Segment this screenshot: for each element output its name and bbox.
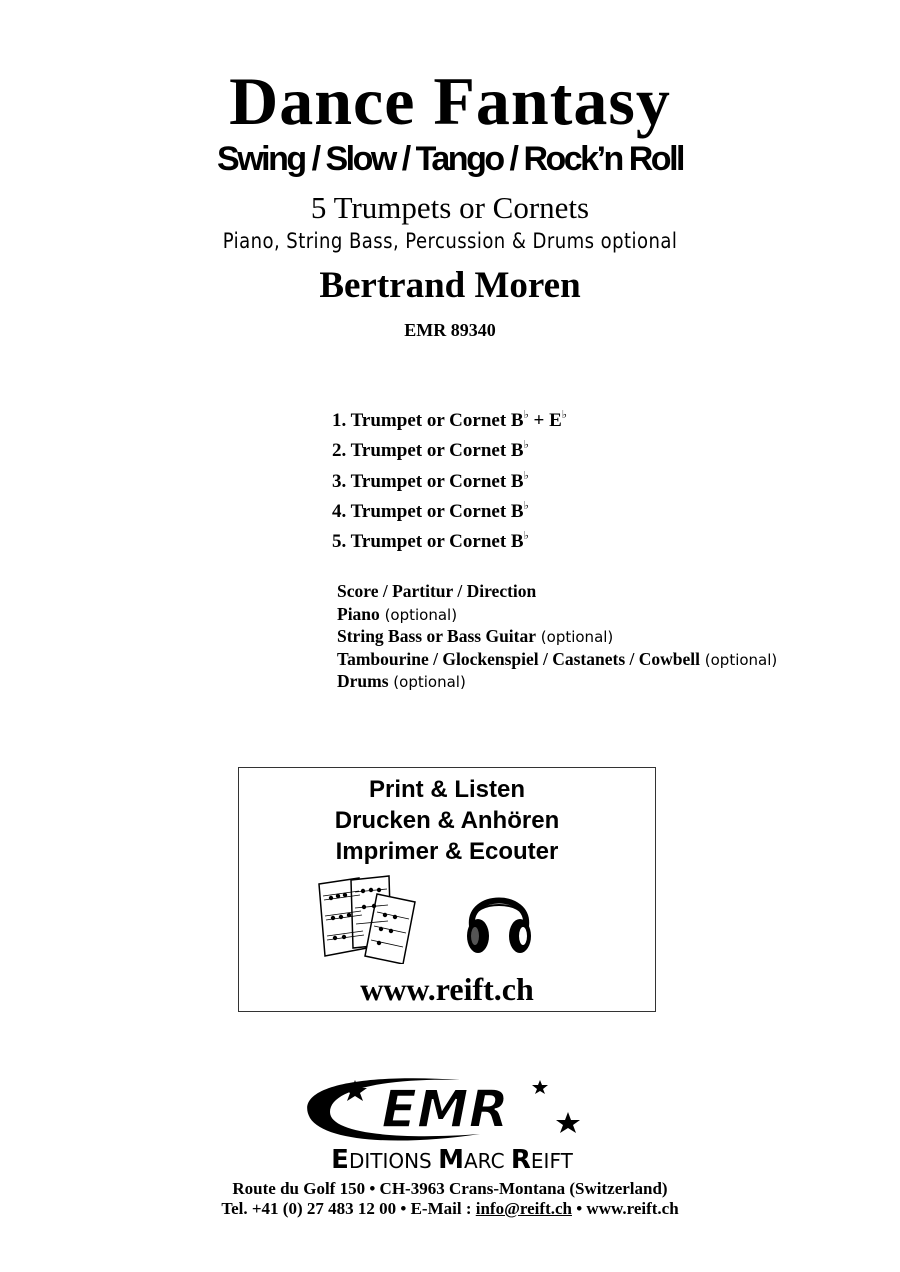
list-item: Drums (optional)	[337, 671, 466, 692]
logo-text: EMR	[381, 1080, 509, 1140]
list-item: 2. Trumpet or Cornet B♭	[332, 439, 529, 462]
email-link[interactable]: info@reift.ch	[475, 1199, 572, 1218]
publisher-address: Route du Golf 150 • CH-3963 Crans-Montana (Switzerland)	[232, 1179, 668, 1198]
sheet-music-icon	[311, 874, 426, 964]
promo-line-1: Print & Listen	[368, 776, 525, 803]
publisher-name: EDITIONS MARC REIFT	[331, 1145, 573, 1172]
catalog-number: EMR 89340	[404, 320, 496, 340]
optional-instruments: Piano, String Bass, Percussion & Drums optional	[222, 229, 678, 253]
instrumentation: 5 Trumpets or Cornets	[310, 190, 590, 225]
website-link[interactable]: www.reift.ch	[360, 971, 534, 1007]
extras-list	[337, 580, 777, 693]
headphones-icon	[464, 878, 534, 958]
emr-logo	[230, 1072, 675, 1172]
subtitle: Swing / Slow / Tango / Rock’n Roll	[217, 140, 683, 178]
list-item: Score / Partitur / Direction	[337, 581, 537, 601]
promo-line-3: Imprimer & Ecouter	[335, 838, 559, 865]
list-item: Tambourine / Glockenspiel / Castanets / Cowbell (optional)	[337, 648, 778, 669]
list-item: 5. Trumpet or Cornet B♭	[332, 530, 529, 553]
publisher-contact: Tel. +41 (0) 27 483 12 00 • E-Mail : info@reift.ch • www.reift.ch	[221, 1199, 679, 1218]
composer: Bertrand Moren	[319, 265, 581, 306]
list-item: String Bass or Bass Guitar (optional)	[337, 626, 614, 647]
print-listen-box	[238, 767, 656, 1012]
parts-list	[332, 403, 567, 554]
list-item: Piano (optional)	[337, 603, 458, 624]
promo-line-2: Drucken & Anhören	[334, 807, 560, 834]
list-item: 1. Trumpet or Cornet B♭ + E♭	[332, 409, 567, 431]
list-item: 3. Trumpet or Cornet B♭	[332, 469, 529, 492]
page-title: Dance Fantasy	[229, 63, 671, 139]
list-item: 4. Trumpet or Cornet B♭	[332, 499, 529, 522]
